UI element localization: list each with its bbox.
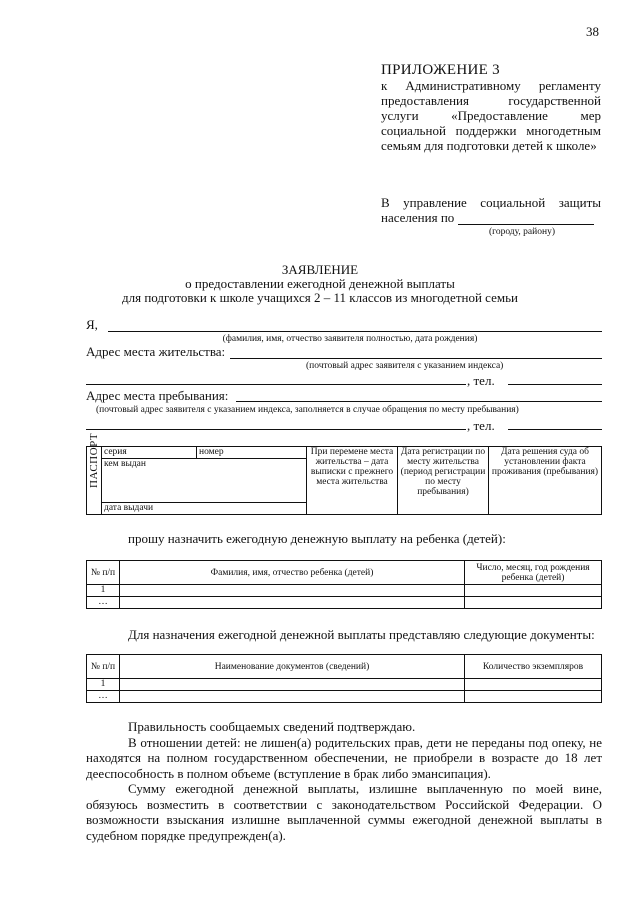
addressee-line1: В управление социальной защиты — [381, 195, 601, 210]
phone-label-1: , тел. — [467, 373, 495, 388]
table-row — [87, 597, 602, 609]
confirm-p2: В отношении детей: не лишен(а) родительских прав, дети не переданы под опеку, не находятся на полном государственном обеспечении, не приобрели в возрасте до 18 лет дееспособность в полном объеме (вступление в брак либо эмансипация). — [86, 734, 602, 781]
request-text: прошу назначить ежегодную денежную выплату на ребенка (детей): — [128, 531, 506, 546]
residence-hint: (почтовый адрес заявителя с указанием индекса) — [306, 361, 504, 371]
docs-text: Для назначения ежегодной денежной выплаты представляю следующие документы: — [128, 627, 595, 642]
court-date-cell[interactable]: Дата решения суда об установлении факта проживания (пребывания) — [489, 447, 602, 515]
docs-row-count[interactable] — [465, 691, 602, 703]
table-row — [87, 691, 602, 703]
district-hint: (городу, району) — [489, 227, 555, 237]
children-col-birth: Число, месяц, год рождения ребенка (детей) — [465, 561, 602, 585]
phone-label-2: , тел. — [467, 418, 495, 433]
passport-table — [86, 432, 602, 515]
residence-field[interactable] — [230, 358, 602, 359]
confirm-p1: Правильность сообщаемых сведений подтверждаю. — [128, 719, 416, 734]
stay-label: Адрес места пребывания: — [86, 388, 229, 403]
table-row — [87, 679, 602, 691]
series-cell[interactable]: серия — [102, 447, 197, 459]
appendix-text: к Административному регламенту предоставления государственной услуги «Предоставление мер социальной поддержки многодетным семьям для подготовки детей к школе» — [381, 78, 601, 153]
documents-table — [86, 654, 602, 703]
docs-row-name[interactable] — [120, 691, 465, 703]
title-sub1: о предоставлении ежегодной денежной выплаты — [185, 276, 455, 291]
passport-side-label: ПАСПОРТ — [88, 432, 100, 488]
children-row-birth[interactable] — [465, 597, 602, 609]
children-row-number: … — [87, 597, 120, 609]
children-row-name[interactable] — [120, 585, 465, 597]
title-main: ЗАЯВЛЕНИЕ — [281, 262, 359, 277]
page-number: 38 — [586, 24, 599, 39]
title-sub2: для подготовки к школе учащихся 2 – 11 классов из многодетной семьи — [122, 290, 518, 305]
children-row-name[interactable] — [120, 597, 465, 609]
confirm-p3: Сумму ежегодной денежной выплаты, излишне выплаченную по моей вине, обязуюсь возместить в соответствии с законодательством Российской Федерации. О возможности взыскания излишне выплаченной суммы ежегодной денежной выплаты в судебном порядке предупрежден(а). — [86, 781, 602, 843]
stay-field-2[interactable] — [86, 429, 466, 430]
residence-label: Адрес места жительства: — [86, 344, 226, 359]
i-label: Я, — [86, 317, 98, 332]
docs-col-number: № п/п — [87, 655, 120, 679]
phone-field-2[interactable] — [508, 429, 602, 430]
children-col-name: Фамилия, имя, отчество ребенка (детей) — [120, 561, 465, 585]
document-title — [0, 263, 640, 305]
children-row-birth[interactable] — [465, 585, 602, 597]
district-field[interactable] — [458, 211, 594, 225]
addressee-block — [381, 195, 601, 240]
docs-row-number: 1 — [87, 679, 120, 691]
addressee-line2: населения по — [381, 210, 455, 225]
issue-date-cell[interactable]: дата выдачи — [102, 503, 307, 515]
number-cell[interactable]: номер — [197, 447, 307, 459]
children-col-number: № п/п — [87, 561, 120, 585]
passport-side-cell — [87, 432, 102, 515]
docs-row-count[interactable] — [465, 679, 602, 691]
docs-col-count: Количество экземпляров — [465, 655, 602, 679]
stay-hint: (почтовый адрес заявителя с указанием индекса, заполняется в случае обращения по месту пребывания) — [96, 405, 519, 415]
applicant-name-field[interactable] — [108, 331, 602, 332]
applicant-name-hint: (фамилия, имя, отчество заявителя полностью, дата рождения) — [222, 334, 478, 344]
stay-field[interactable] — [236, 401, 602, 402]
appendix-title: ПРИЛОЖЕНИЕ 3 — [381, 62, 500, 78]
children-row-number: 1 — [87, 585, 120, 597]
confirmation-block — [86, 719, 602, 843]
moving-date-cell[interactable]: При перемене места жительства – дата выписки с прежнего места жительства — [307, 447, 398, 515]
appendix-block — [381, 63, 601, 153]
docs-col-name: Наименование документов (сведений) — [120, 655, 465, 679]
phone-field-1[interactable] — [508, 384, 602, 385]
registration-date-cell[interactable]: Дата регистрации по месту жительства (период регистрации по месту пребывания) — [398, 447, 489, 515]
table-row — [87, 585, 602, 597]
children-table — [86, 560, 602, 609]
residence-field-2[interactable] — [86, 384, 466, 385]
docs-row-number: … — [87, 691, 120, 703]
docs-row-name[interactable] — [120, 679, 465, 691]
issued-by-cell[interactable]: кем выдан — [102, 459, 307, 503]
